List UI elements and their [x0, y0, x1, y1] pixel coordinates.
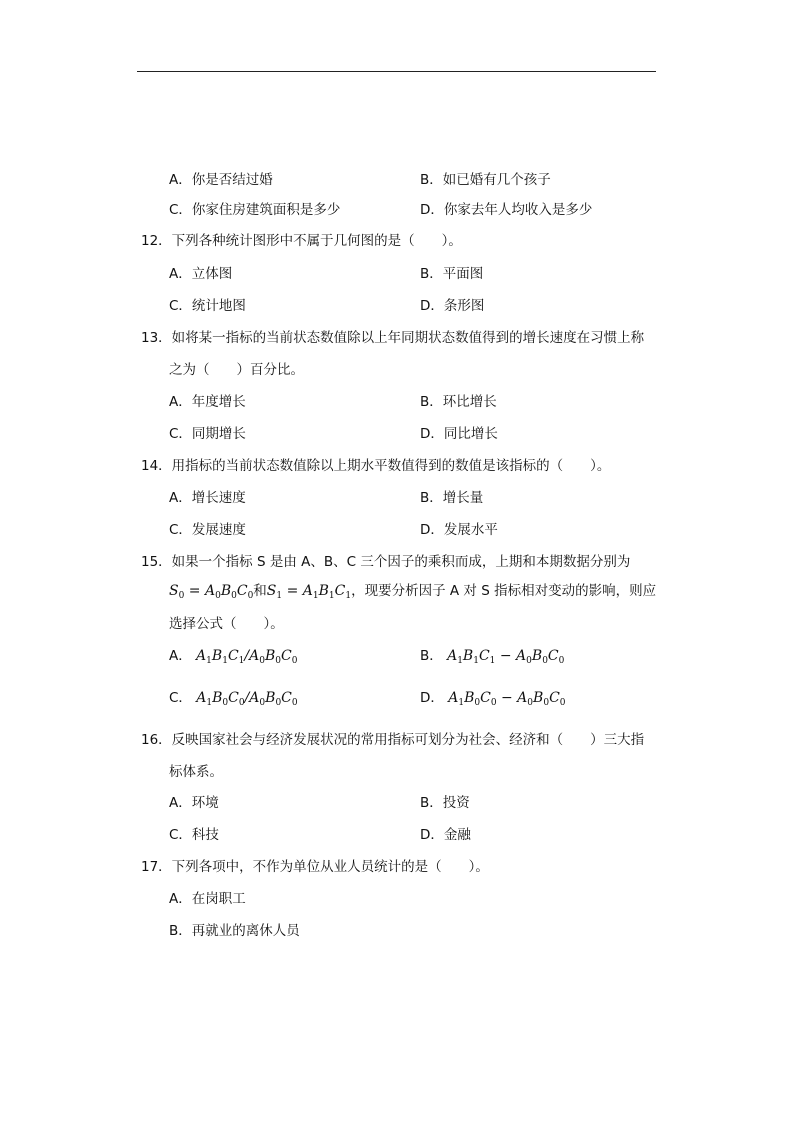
q17-option-b: B．再就业的离休人员 — [169, 923, 300, 939]
q15-option-b-formula: $A_1B_1C_1 - A_0B_0C_0$ — [447, 648, 565, 666]
q11-option-d: D．你家去年人均收入是多少 — [420, 202, 593, 218]
q14-option-c: C．发展速度 — [169, 522, 246, 538]
q15-option-d-label: D． — [420, 690, 444, 706]
q15-option-a — [169, 646, 297, 671]
q13-stem-line-1: 13．如将某一指标的当前状态数值除以上年同期状态数值得到的增长速度在习惯上称 — [141, 330, 645, 346]
q11-option-c: C．你家住房建筑面积是多少 — [169, 202, 341, 218]
q16-stem-line-2: 标体系。 — [169, 764, 223, 780]
q15-option-d-formula: $A_1B_0C_0 - A_0B_0C_0$ — [448, 690, 566, 708]
q16-option-b: B．投资 — [420, 795, 470, 811]
q11-option-a: A．你是否结过婚 — [169, 172, 273, 188]
q12-stem: 12．下列各种统计图形中不属于几何图的是（ ）。 — [141, 233, 462, 249]
q14-option-d: D．发展水平 — [420, 522, 498, 538]
q15-formula-s1: $S_1 = A_1B_1C_1$ — [266, 583, 352, 601]
q16-option-a: A．环境 — [169, 795, 219, 811]
q15-option-d — [420, 688, 566, 713]
q13-option-c: C．同期增长 — [169, 426, 246, 442]
q13-option-b: B．环比增长 — [420, 394, 497, 410]
q15-option-b-label: B． — [420, 648, 443, 664]
q13-option-d: D．同比增长 — [420, 426, 498, 442]
q15-option-c-label: C． — [169, 690, 192, 706]
q15-formula-s0: $S_0 = A_0B_0C_0$ — [169, 583, 254, 601]
q15-stem-line-3: 选择公式（ ）。 — [169, 616, 284, 632]
q16-option-d: D．金融 — [420, 827, 471, 843]
q13-option-a: A．年度增长 — [169, 394, 246, 410]
q15-option-c-formula: $A_1B_0C_0/A_0B_0C_0$ — [196, 690, 298, 708]
q15-stem-rest: ，现要分析因子 A 对 S 指标相对变动的影响，则应 — [351, 583, 657, 599]
q15-stem-line-2 — [169, 581, 656, 606]
q15-option-a-label: A． — [169, 648, 192, 664]
q12-option-c: C．统计地图 — [169, 298, 246, 314]
q14-option-a: A．增长速度 — [169, 490, 246, 506]
q14-option-b: B．增长量 — [420, 490, 484, 506]
q13-stem-line-2: 之为（ ）百分比。 — [169, 362, 304, 378]
q12-option-a: A．立体图 — [169, 266, 233, 282]
q12-option-d: D．条形图 — [420, 298, 485, 314]
q15-option-b — [420, 646, 564, 671]
q16-stem-line-1: 16．反映国家社会与经济发展状况的常用指标可划分为社会、经济和（ ）三大指 — [141, 732, 645, 748]
q11-option-b: B．如已婚有几个孩子 — [420, 172, 551, 188]
q15-stem-line-1: 15．如果一个指标 S 是由 A、B、C 三个因子的乘积而成，上期和本期数据分别为 — [141, 554, 631, 570]
q16-option-c: C．科技 — [169, 827, 219, 843]
q15-option-c — [169, 688, 298, 713]
q15-option-a-formula: $A_1B_1C_1/A_0B_0C_0$ — [196, 648, 298, 666]
q17-option-a: A．在岗职工 — [169, 891, 246, 907]
header-rule — [137, 71, 656, 72]
q12-option-b: B．平面图 — [420, 266, 484, 282]
q15-stem-connector: 和 — [253, 583, 267, 599]
q17-stem: 17．下列各项中，不作为单位从业人员统计的是（ ）。 — [141, 859, 489, 875]
q14-stem: 14．用指标的当前状态数值除以上期水平数值得到的数值是该指标的（ ）。 — [141, 458, 611, 474]
